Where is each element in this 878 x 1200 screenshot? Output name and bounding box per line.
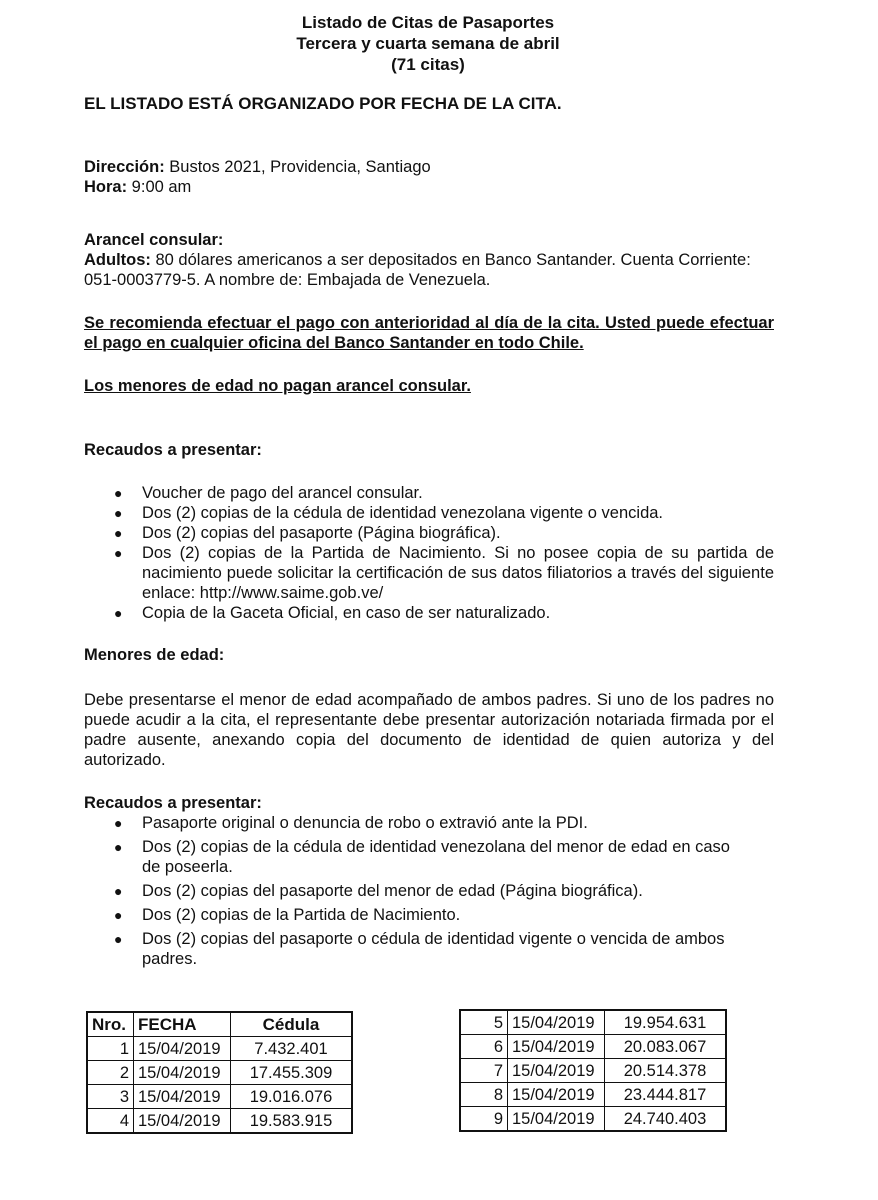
appointments-table-right: [459, 1009, 727, 1132]
minors-heading: Menores de edad:: [84, 646, 225, 664]
minor-requirements-list: [84, 813, 774, 969]
cell-nro: 4: [87, 1109, 134, 1134]
list-item: ● Dos (2) copias del pasaporte o cédula de identidad vigente o vencida de ambos padres.: [114, 930, 725, 968]
time-label: Hora:: [84, 178, 128, 196]
address-value: Bustos 2021, Providencia, Santiago: [164, 158, 431, 176]
list-item: ● Copia de la Gaceta Oficial, en caso de ser naturalizado.: [114, 604, 551, 622]
table-row: [87, 1109, 352, 1134]
title-line-3: (71 citas): [391, 55, 465, 74]
cell-fecha: 15/04/2019: [134, 1037, 231, 1061]
time-line: [84, 177, 774, 197]
cell-cedula: 24.740.403: [605, 1107, 727, 1132]
table-header-row: [87, 1012, 352, 1037]
cell-cedula: 20.083.067: [605, 1035, 727, 1059]
cell-fecha: 15/04/2019: [134, 1085, 231, 1109]
cell-fecha: 15/04/2019: [508, 1083, 605, 1107]
time-value: 9:00 am: [127, 178, 192, 196]
title-line-1: Listado de Citas de Pasaportes: [301, 13, 555, 32]
organized-note: EL LISTADO ESTÁ ORGANIZADO POR FECHA DE LA CITA.: [84, 94, 562, 113]
fee-adults-label: Adultos:: [84, 251, 151, 269]
column-header-fecha: FECHA: [134, 1012, 231, 1037]
fee-heading: Arancel consular:: [84, 231, 224, 249]
cell-nro: 8: [460, 1083, 508, 1107]
bullet-icon: ●: [114, 907, 123, 923]
document-body: [84, 94, 774, 973]
cell-cedula: 19.583.915: [231, 1109, 353, 1134]
table-row: [87, 1037, 352, 1061]
bullet-icon: ●: [114, 605, 123, 621]
minor-requirements-heading: Recaudos a presentar:: [84, 794, 262, 812]
list-item: ● Dos (2) copias del pasaporte del menor de edad (Página biográfica).: [114, 882, 643, 900]
cell-fecha: 15/04/2019: [508, 1035, 605, 1059]
cell-fecha: 15/04/2019: [508, 1010, 605, 1035]
cell-nro: 5: [460, 1010, 508, 1035]
cell-nro: 3: [87, 1085, 134, 1109]
cell-nro: 9: [460, 1107, 508, 1132]
table-row: [87, 1061, 352, 1085]
address-line: [84, 157, 774, 177]
fee-adults-text: 80 dólares americanos a ser depositados en Banco Santander. Cuenta Corriente: 051-0003779-5. A nombre de: Embajada de Venezuela.: [84, 251, 751, 289]
table-row: [87, 1085, 352, 1109]
address-label: Dirección:: [84, 158, 165, 176]
table-row: [460, 1107, 726, 1132]
document-title: [0, 12, 856, 75]
cell-cedula: 17.455.309: [231, 1061, 353, 1085]
list-item: ● Pasaporte original o denuncia de robo o extravió ante la PDI.: [114, 814, 588, 832]
cell-cedula: 19.954.631: [605, 1010, 727, 1035]
table-row: [460, 1035, 726, 1059]
list-item: ● Dos (2) copias de la Partida de Nacimiento.: [114, 906, 461, 924]
list-item: ● Dos (2) copias del pasaporte (Página biográfica).: [114, 524, 501, 542]
list-item: ● Dos (2) copias de la cédula de identidad venezolana vigente o vencida.: [114, 504, 664, 522]
table-row: [460, 1083, 726, 1107]
bullet-icon: ●: [114, 883, 123, 899]
cell-nro: 2: [87, 1061, 134, 1085]
list-item: ● Dos (2) copias de la Partida de Nacimiento. Si no posee copia de su partida de nacimiento puede solicitar la certificación de sus datos filiatorios a través del siguiente enlace: http://www.saime.gob.ve/: [114, 544, 774, 602]
adult-requirements-heading: Recaudos a presentar:: [84, 441, 262, 459]
list-item: ● Dos (2) copias de la cédula de identidad venezolana del menor de edad en caso de poseerla.: [114, 838, 730, 876]
minors-no-fee-note: Los menores de edad no pagan arancel consular.: [84, 377, 471, 395]
bullet-icon: ●: [114, 931, 123, 947]
cell-cedula: 7.432.401: [231, 1037, 353, 1061]
bullet-icon: ●: [114, 545, 123, 561]
cell-nro: 7: [460, 1059, 508, 1083]
cell-nro: 1: [87, 1037, 134, 1061]
cell-cedula: 19.016.076: [231, 1085, 353, 1109]
cell-cedula: 23.444.817: [605, 1083, 727, 1107]
bullet-icon: ●: [114, 505, 123, 521]
cell-fecha: 15/04/2019: [134, 1109, 231, 1134]
cell-fecha: 15/04/2019: [134, 1061, 231, 1085]
column-header-cedula: Cédula: [231, 1012, 353, 1037]
payment-recommendation: Se recomienda efectuar el pago con anterioridad al día de la cita. Usted puede efectuar el pago en cualquier oficina del Banco Santander en todo Chile.: [84, 314, 774, 352]
bullet-icon: ●: [114, 485, 123, 501]
cell-cedula: 20.514.378: [605, 1059, 727, 1083]
adult-requirements-list: [84, 483, 774, 623]
bullet-icon: ●: [114, 815, 123, 831]
fee-adults: [84, 250, 774, 290]
cell-nro: 6: [460, 1035, 508, 1059]
appointments-table-left: [86, 1011, 353, 1134]
title-line-2: Tercera y cuarta semana de abril: [296, 34, 560, 53]
minors-text: Debe presentarse el menor de edad acompañado de ambos padres. Si uno de los padres no puede acudir a la cita, el representante debe presentar autorización notariada firmada por el padre ausente, anexando copia del documento de identidad de quien autoriza y del autorizado.: [84, 691, 774, 769]
table-row: [460, 1010, 726, 1035]
table-row: [460, 1059, 726, 1083]
cell-fecha: 15/04/2019: [508, 1107, 605, 1132]
column-header-nro: Nro.: [87, 1012, 134, 1037]
list-item: ● Voucher de pago del arancel consular.: [114, 484, 423, 502]
bullet-icon: ●: [114, 839, 123, 855]
bullet-icon: ●: [114, 525, 123, 541]
cell-fecha: 15/04/2019: [508, 1059, 605, 1083]
